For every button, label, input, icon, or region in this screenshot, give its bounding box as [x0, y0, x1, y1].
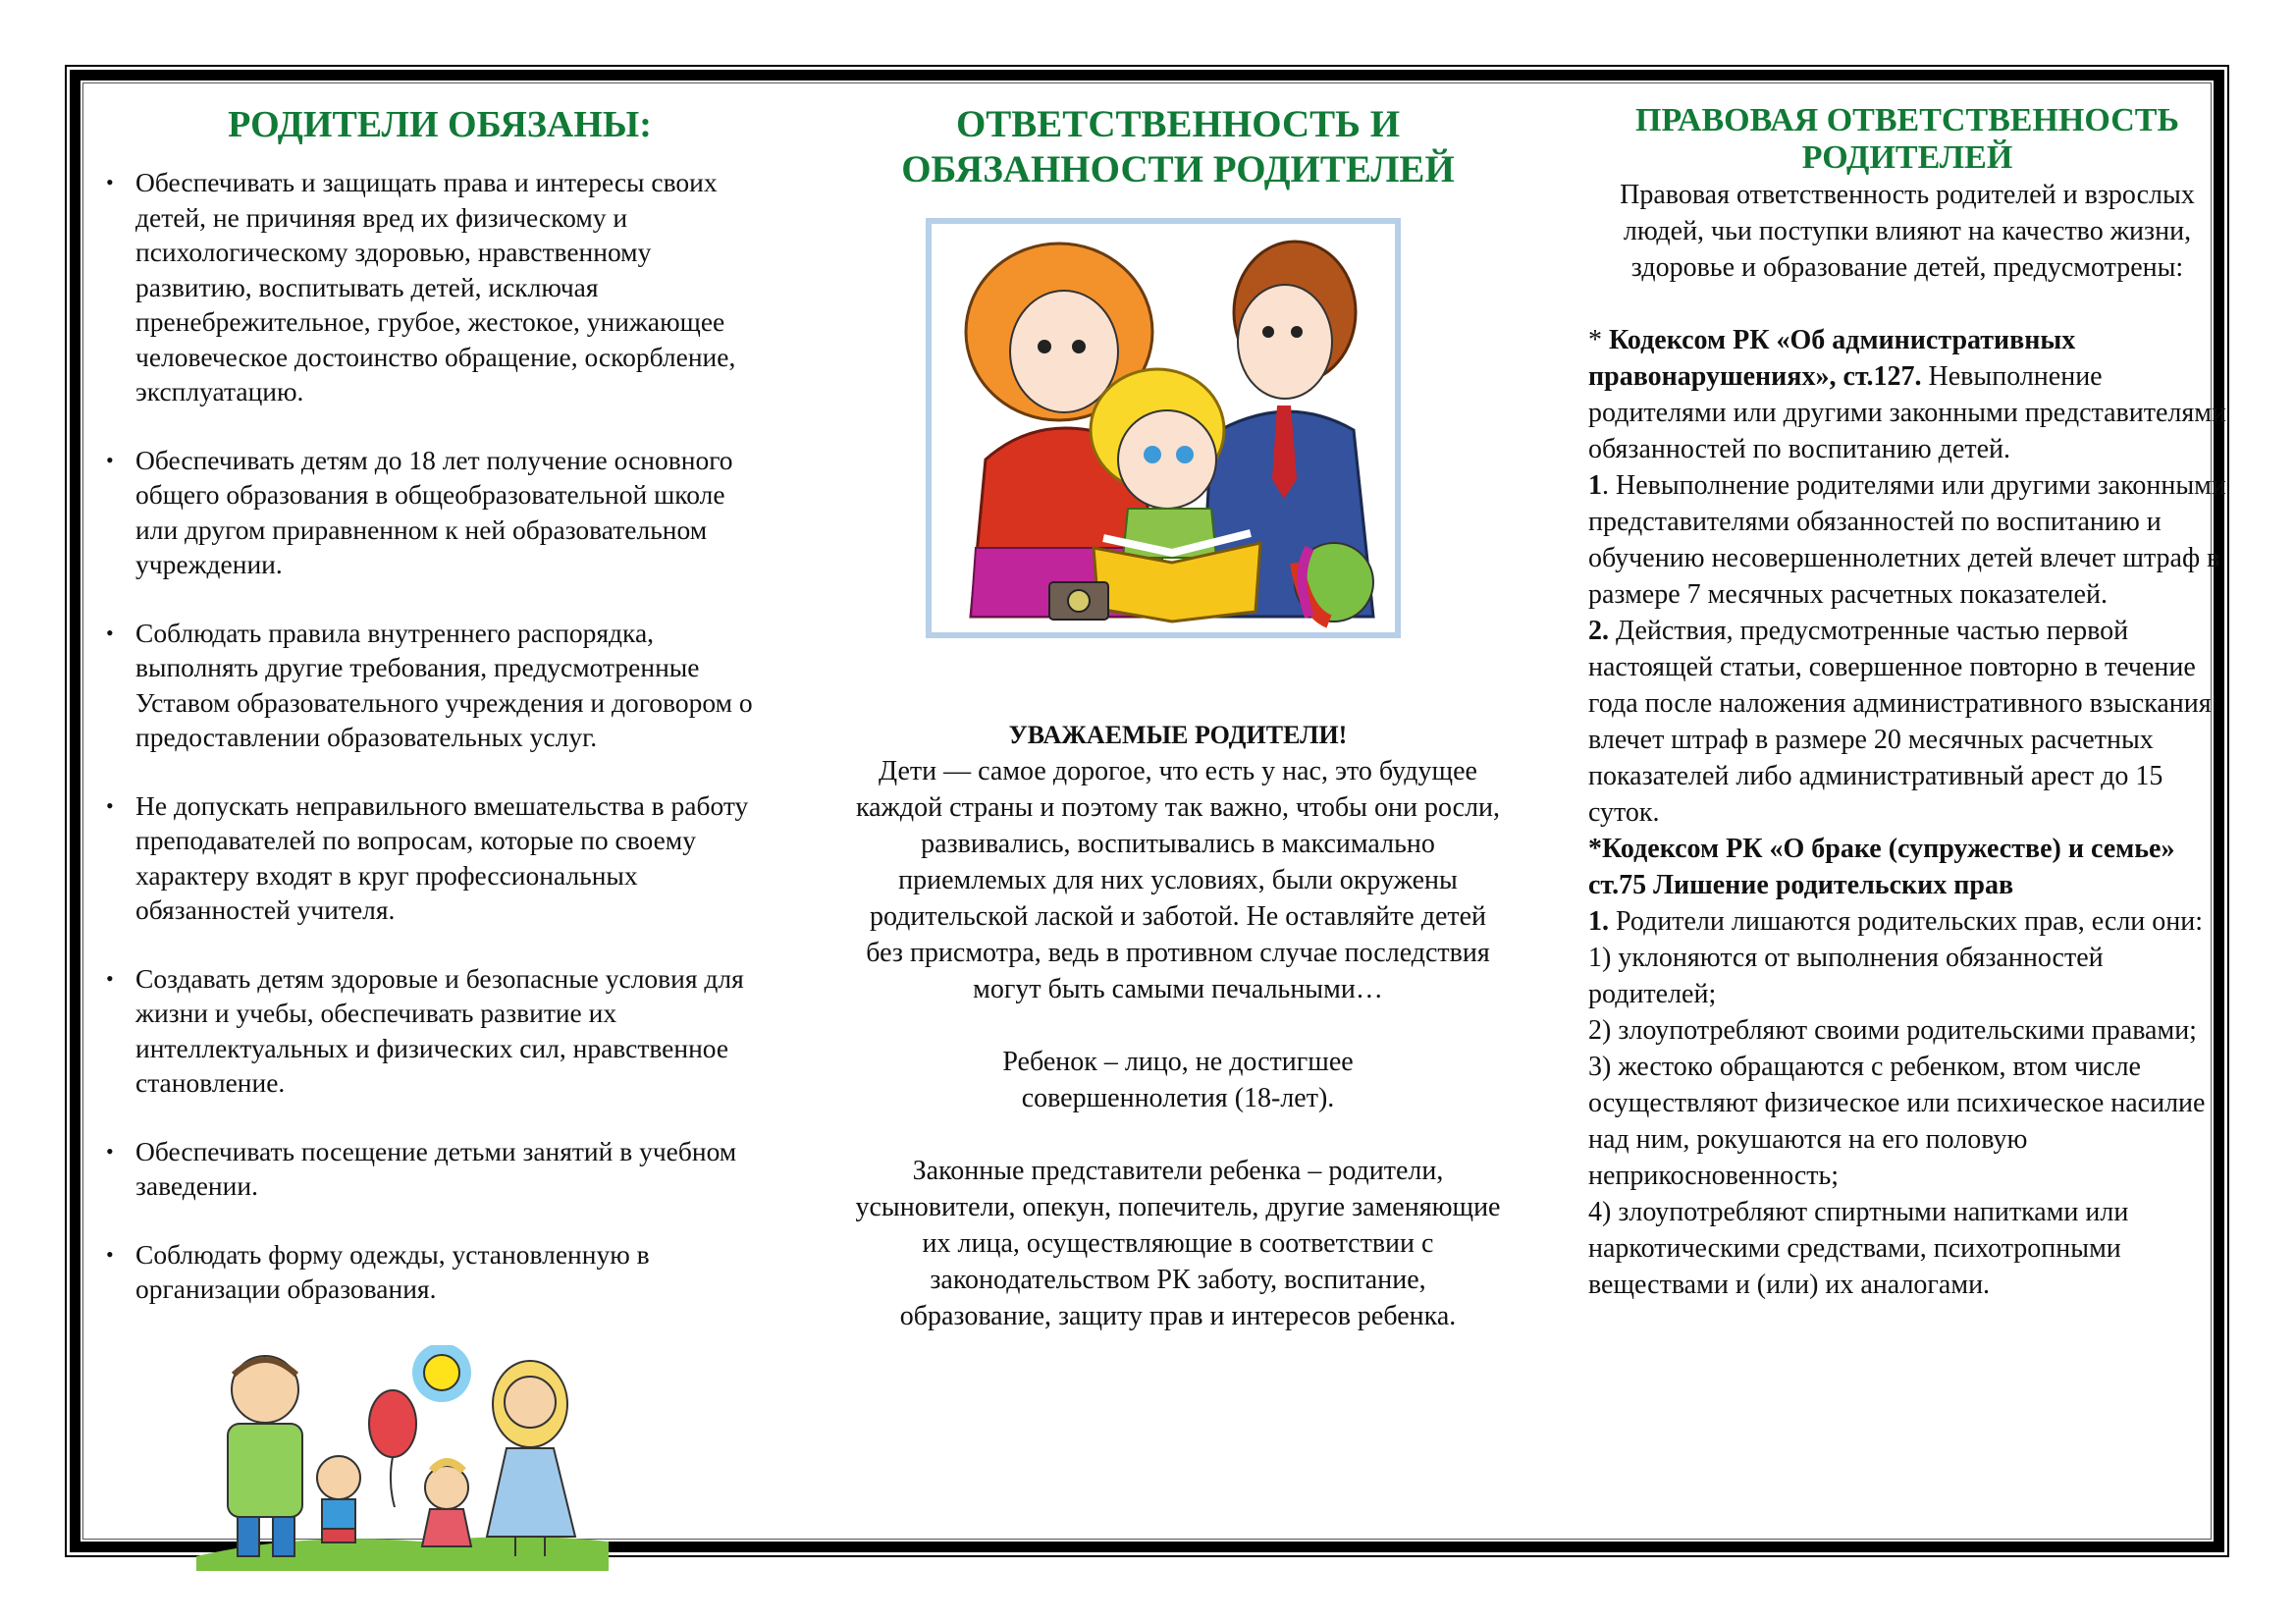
clause-2: 2. Действия, предусмотренные частью первой настоящей статьи, совершенное повторно в течение года после наложения административного взыскания влечет штраф в размере 20 месячных расчетных показателей либо административный арест до 15 суток. [1588, 616, 2212, 828]
bullet-icon: • [106, 620, 114, 645]
bullet-icon: • [106, 170, 114, 194]
clause-deprivation: 1. Родители лишаются родительских прав, если они: [1588, 906, 2204, 937]
list-item: • Создавать детям здоровые и безопасные условия для жизни и учебы, обеспечивать развитие их интеллектуальных и физических сил, нравственное становление. [106, 962, 744, 1098]
left-column [106, 98, 754, 1340]
sun-icon [424, 1355, 459, 1390]
ground-item: 1) уклоняются от выполнения обязанностей родителей; [1588, 943, 2104, 1009]
girl-head [425, 1466, 468, 1509]
legal-provisions [1588, 322, 2226, 1303]
bullet-icon: • [106, 1138, 114, 1164]
ground-item: 3) жестоко обращаются с ребенком, втом числе осуществляют физическое или психическое насилие над ним, рокушаются на его половую неприкосновенность; [1588, 1052, 2206, 1191]
bullet-icon: • [106, 792, 114, 818]
bullet-icon: • [106, 447, 114, 472]
parents-reading-illustration [926, 218, 1401, 638]
mom-head [505, 1377, 556, 1428]
clause-1: 1. Невыполнение родителями или другими законными представителями обязанностей по воспитанию и обучению несовершеннолетних детей влечет штраф в размере 7 месячных расчетных показателей. [1588, 470, 2226, 610]
balloon-icon [369, 1390, 416, 1457]
duties-list [106, 165, 754, 1307]
appeal-text: Дети — самое дорогое, что есть у нас, это будущее каждой страны и поэтому так важно, чтобы они росли, развивались, воспитывались в максимально приемлемых для них условиях, были окружены родительской лаской и заботой. Не оставляйте детей без присмотра, ведь в противном случае последствия могут быть самыми печальными… [855, 756, 1501, 1004]
family-illustration [187, 1345, 618, 1571]
mom-dress [487, 1448, 575, 1537]
left-title: РОДИТЕЛИ ОБЯЗАНЫ: [228, 104, 652, 145]
child-definition: Ребенок – лицо, не достигшее совершеннолетия (18-лет). [1002, 1047, 1354, 1113]
list-item: • Соблюдать правила внутреннего распорядка, выполнять другие требования, предусмотренные Уставом образовательного учреждения и договором о предоставлении образовательных услуг. [106, 617, 753, 752]
middle-title: ОТВЕТСТВЕННОСТЬ И ОБЯЗАННОСТИ РОДИТЕЛЕЙ [901, 103, 1455, 190]
bullet-icon: • [106, 1241, 114, 1267]
right-column [1588, 98, 2226, 1303]
greeting-heading: УВАЖАЕМЫЕ РОДИТЕЛИ! [1008, 721, 1348, 749]
right-intro: Правовая ответственность родителей и взрослых людей, чьи поступки влияют на качество жизни, здоровье и образование детей, предусмотрены: [1620, 180, 2195, 283]
family-code-ref: *Кодексом РК «О браке (супружестве) и семье» ст.75 Лишение родительских прав [1588, 834, 2175, 900]
list-item: • Не допускать неправильного вмешательства в работу преподавателей по вопросам, которые по своему характеру входят в круг профессиональных обязанностей учителя. [106, 789, 749, 925]
list-item: • Обеспечивать посещение детьми занятий в учебном заведении. [106, 1135, 737, 1201]
middle-column [854, 98, 1502, 1334]
dad-face [1238, 285, 1332, 399]
dad-shirt [228, 1424, 302, 1517]
boy-head [317, 1456, 360, 1499]
list-item: • Соблюдать форму одежды, установленную в организации образования. [106, 1238, 650, 1304]
list-item: • Обеспечивать детям до 18 лет получение основного общего образования в общеобразовательной школе или другом приравненном к ней образовательном учреждении. [106, 444, 733, 579]
list-item: • Обеспечивать и защищать права и интересы своих детей, не причиняя вред их физическому и психологическому здоровью, нравственному развитию, воспитывать детей, исключая пренебрежительное, грубое, жестокое, унижающее человеческое достоинство обращение, оскорбление, эксплуатацию. [106, 167, 736, 406]
appeal-block [854, 717, 1502, 1334]
admin-code-ref: * Кодексом РК «Об административных правонарушениях», ст.127. Невыполнение родителями или другими законными представителями обязанностей по воспитанию детей. [1588, 325, 2226, 464]
bullet-icon: • [106, 965, 114, 991]
ground-item: 2) злоупотребляют своими родительскими правами; [1588, 1015, 2197, 1046]
legal-representatives: Законные представители ребенка – родители, усыновители, опекун, попечитель, другие заменяющие их лица, осуществляющие в соответствии с законодательством РК заботу, воспитание, образование, защиту прав и интересов ребенка. [855, 1156, 1501, 1331]
family-reading-icon [932, 224, 1395, 632]
ground-item: 4) злоупотребляют спиртными напитками или наркотическими средствами, психотропными веществами и (или) их аналогами. [1588, 1197, 2129, 1300]
child-face [1118, 410, 1216, 509]
right-title: ПРАВОВАЯ ОТВЕТСТВЕННОСТЬ РОДИТЕЛЕЙ [1635, 102, 2179, 176]
